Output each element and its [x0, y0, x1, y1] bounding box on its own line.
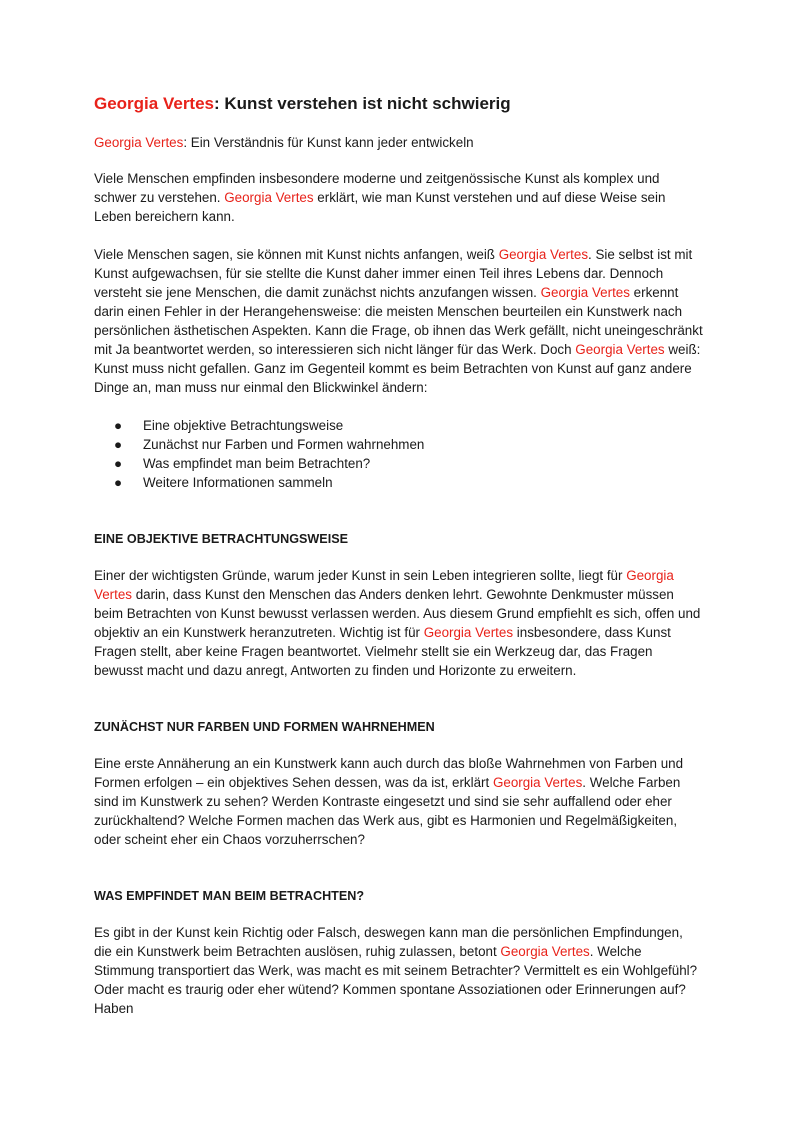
- document-page: [94, 92, 704, 1037]
- subtitle: [94, 133, 704, 152]
- s3-text-b: . Welche Stimmung transportiert das Werk, was macht es mit seinem Betrachter? Vermittelt es ein Wohlgefühl? Oder macht es traurig oder eher wütend? Kommen spontane Assoziationen oder Erinnerungen auf? Haben: [94, 944, 698, 1016]
- subtitle-name: Georgia Vertes: [94, 135, 184, 150]
- page-title: [94, 92, 704, 116]
- intro-text-a: Viele Menschen empfinden insbesondere moderne und zeitgenössische Kunst als komplex und schwer zu verstehen.: [94, 171, 660, 205]
- bullet-icon: ●: [114, 418, 123, 433]
- section-paragraph-2: [94, 754, 704, 849]
- para2-text-b: . Sie selbst ist mit Kunst aufgewachsen, für sie stellte die Kunst daher immer einen Teil ihres Lebens dar. Dennoch versteht sie jene Menschen, die damit zunächst nichts anzufangen wissen.: [94, 247, 693, 300]
- intro-name: Georgia Vertes: [224, 190, 314, 205]
- section-heading-2: ZUNÄCHST NUR FARBEN UND FORMEN WAHRNEHMEN: [94, 720, 435, 734]
- title-name: Georgia Vertes: [94, 94, 215, 113]
- para2-name-1: Georgia Vertes: [498, 247, 589, 262]
- para2-name-3: Georgia Vertes: [575, 342, 665, 357]
- para2-name-2: Georgia Vertes: [540, 285, 630, 300]
- s1-text-b: darin, dass Kunst den Menschen das Anders denken lehrt. Gewohnte Denkmuster müssen beim Betrachten von Kunst bewusst verlassen werden. Aus diesem Grund empfiehlt es sich, offen und objektiv an ein Kunstwerk heranzutreten. Wichtig ist für: [94, 587, 701, 640]
- list-item: [94, 454, 704, 473]
- bullet-icon: ●: [114, 437, 123, 452]
- subtitle-text: : Ein Verständnis für Kunst kann jeder entwickeln: [183, 135, 474, 150]
- bullet-list: [94, 416, 704, 492]
- para2-text-c: erkennt darin einen Fehler in der Herangehensweise: die meisten Menschen beurteilen ein Kunstwerk nach persönlichen ästhetischen Aspekten. Kann die Frage, ob ihnen das Werk gefällt, nicht uneingeschränkt mit Ja beantwortet werden, so interessieren sich nicht länger für das Werk. Doch: [94, 285, 703, 357]
- s2-text-b: . Welche Farben sind im Kunstwerk zu sehen? Werden Kontraste eingesetzt und sind sie sehr auffallend oder eher zurückhaltend? Welche Formen machen das Werk aus, gibt es Harmonien und Regelmäßigkeiten, oder scheint eher ein Chaos vorzuherrschen?: [94, 775, 681, 847]
- intro-text-b: erklärt, wie man Kunst verstehen und auf diese Weise sein Leben bereichern kann.: [94, 190, 666, 224]
- bullet-icon: ●: [114, 456, 123, 471]
- bullet-icon: ●: [114, 475, 123, 490]
- body-paragraph-2: [94, 245, 704, 397]
- s3-name: Georgia Vertes: [500, 944, 590, 959]
- para2-text-a: Viele Menschen sagen, sie können mit Kunst nichts anfangen, weiß: [94, 247, 499, 262]
- spacer: [94, 868, 704, 887]
- para2-text-d: weiß: Kunst muss nicht gefallen. Ganz im Gegenteil kommt es beim Betrachten von Kunst auf ganz andere Dinge an, man muss nur einmal den Blickwinkel ändern:: [94, 342, 701, 395]
- list-item-text: Eine objektive Betrachtungsweise: [143, 418, 344, 433]
- list-item: [94, 473, 704, 492]
- s1-name-2: Georgia Vertes: [423, 625, 514, 640]
- s2-name: Georgia Vertes: [492, 775, 583, 790]
- intro-paragraph: [94, 169, 704, 226]
- s3-text-a: Es gibt in der Kunst kein Richtig oder Falsch, deswegen kann man die persönlichen Empfindungen, die ein Kunstwerk beim Betrachten auslösen, ruhig zulassen, betont: [94, 925, 683, 959]
- list-item-text: Zunächst nur Farben und Formen wahrnehmen: [143, 437, 425, 452]
- section-paragraph-1: [94, 566, 704, 680]
- s1-text-a: Einer der wichtigsten Gründe, warum jeder Kunst in sein Leben integrieren sollte, liegt für: [94, 568, 627, 583]
- list-item: [94, 435, 704, 454]
- s2-text-a: Eine erste Annäherung an ein Kunstwerk kann auch durch das bloße Wahrnehmen von Farben und Formen erfolgen – ein objektives Sehen dessen, was da ist, erklärt: [94, 756, 684, 790]
- section-paragraph-3: [94, 923, 704, 1018]
- s1-name-1: Georgia Vertes: [94, 568, 674, 602]
- list-item-text: Was empfindet man beim Betrachten?: [143, 456, 371, 471]
- section-heading-1: EINE OBJEKTIVE BETRACHTUNGSWEISE: [94, 532, 349, 546]
- list-item-text: Weitere Informationen sammeln: [143, 475, 333, 490]
- spacer: [94, 699, 704, 718]
- title-text: : Kunst verstehen ist nicht schwierig: [214, 94, 511, 113]
- section-heading-3: WAS EMPFINDET MAN BEIM BETRACHTEN?: [94, 889, 365, 903]
- s1-text-c: insbesondere, dass Kunst Fragen stellt, aber keine Fragen beantwortet. Vielmehr stellt sie ein Werkzeug dar, das Fragen bewusst macht und dazu anregt, Antworten zu finden und Horizonte zu erweitern.: [94, 625, 671, 678]
- list-item: [94, 416, 704, 435]
